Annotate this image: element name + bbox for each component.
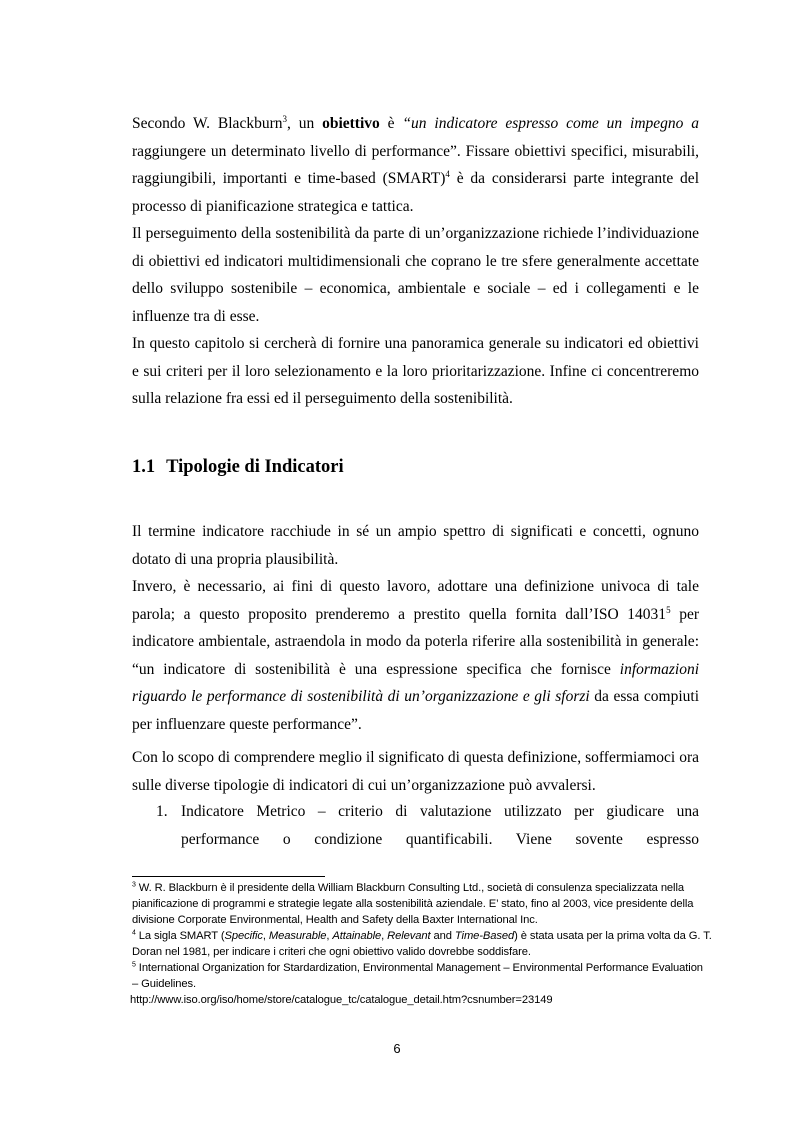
footnote-ref-4[interactable]: 4 [445,168,450,179]
footnote-5-url[interactable]: http://www.iso.org/iso/home/store/catalogue_tc/catalogue_detail.htm?csnumber=23149 [130,994,553,1006]
footnote-ref-3[interactable]: 3 [282,113,287,124]
list-item-line: performance o condizione quantificabili. Viene sovente espresso [181,831,699,848]
footnote-5: $^5$ International Organization for Stardardization, Environmental Management – Environmental Performance Evaluation – Guidelines. [132,961,703,990]
page-number: 6 [393,1041,401,1056]
paragraph-sustainability: Il perseguimento della sostenibilità da parte di un’organizzazione richiede l’individuazione di obiettivi ed indicatori multidimensionali che coprano le tre sfere generalmente accettate dello sviluppo sostenibile – economica, ambientale e sociale – ed i collegamenti e le influenze tra di esse. [132,225,699,325]
footnote-4: $^4$ La sigla SMART (Specific, Measurable, Attainable, Relevant and Time-Based) è stata usata per la prima volta da G. T. Doran nel 1981, per indicare i criteri che ogni obiettivo valido dovrebbe soddisfare. [132,929,712,958]
paragraph-chapter-overview: In questo capitolo si cercherà di fornire una panoramica generale su indicatori ed obiettivi e sui criteri per il loro selezionamento e la loro prioritarizzazione. Infine ci concentreremo sulla relazione fra essi ed il perseguimento della sostenibilità. [132,335,699,407]
objective-quote: “un indicatore espresso come un impegno a [402,115,700,132]
footnote-ref-5[interactable]: 5 [666,604,671,615]
indicator-types-list [132,798,699,854]
list-item [132,798,699,854]
paragraph-iso-definition: Invero, è necessario, ai fini di questo lavoro, adottare una definizione univoca di tale parola; a questo proposito prenderemo a prestito quella fornita dall’ISO 14031$^5$ per indicatore ambientale, astraendola in modo da poterla riferire alla sostenibilità in generale: “un indicatore di sostenibilità è una espressione specifica che fornisce informazioni riguardo le performance di sostenibilità di un’organizzazione e gli sforzi da essa compiuti per influenzare queste performance”. [132,578,699,733]
paragraph-indicator-types: Con lo scopo di comprendere meglio il significato di questa definizione, soffermiamoci ora sulle diverse tipologie di indicatori di cui un’organizzazione può avvalersi. [132,749,699,794]
paragraph-indicator-term: Il termine indicatore racchiude in sé un ampio spettro di significati e concetti, ognuno dotato di una propria plausibilità. [132,523,699,568]
section-heading [132,457,344,478]
footnotes [132,880,712,1008]
list-item-line: Indicatore Metrico – criterio di valutazione utilizzato per giudicare una [181,803,699,820]
section-text-block [132,518,699,799]
footnote-3: $^3$ W. R. Blackburn è il presidente della William Blackburn Consulting Ltd., società di consulenza specializzata nella pianificazione di programmi e strategie legate alla sostenibilità aziendale. E’ stato, fino al 2003, vice presidente della divisione Corporate Environmental, Health and Safety della Baxter International Inc. [132,881,694,926]
section-title: Tipologie di Indicatori [166,457,344,477]
definition-italic: informazioni riguardo le performance di sostenibilità di un’organizzazione e gli sforzi [132,660,699,705]
paragraph-objective-definition: Secondo W. Blackburn$^3$, un obiettivo è “un indicatore espresso come un impegno a raggiungere un determinato livello di performance”. Fissare obiettivi specifici, misurabili, raggiungibili, importanti e time-based (SMART)$^4$ è da considerarsi parte integrante del processo di pianificazione strategica e tattica. [132,113,700,215]
footnote-separator [132,876,325,877]
term-obiettivo: obiettivo [322,115,380,132]
section-number: 1.1 [132,457,156,477]
list-item-number: 1. [156,803,168,820]
intro-text-block [132,110,699,413]
